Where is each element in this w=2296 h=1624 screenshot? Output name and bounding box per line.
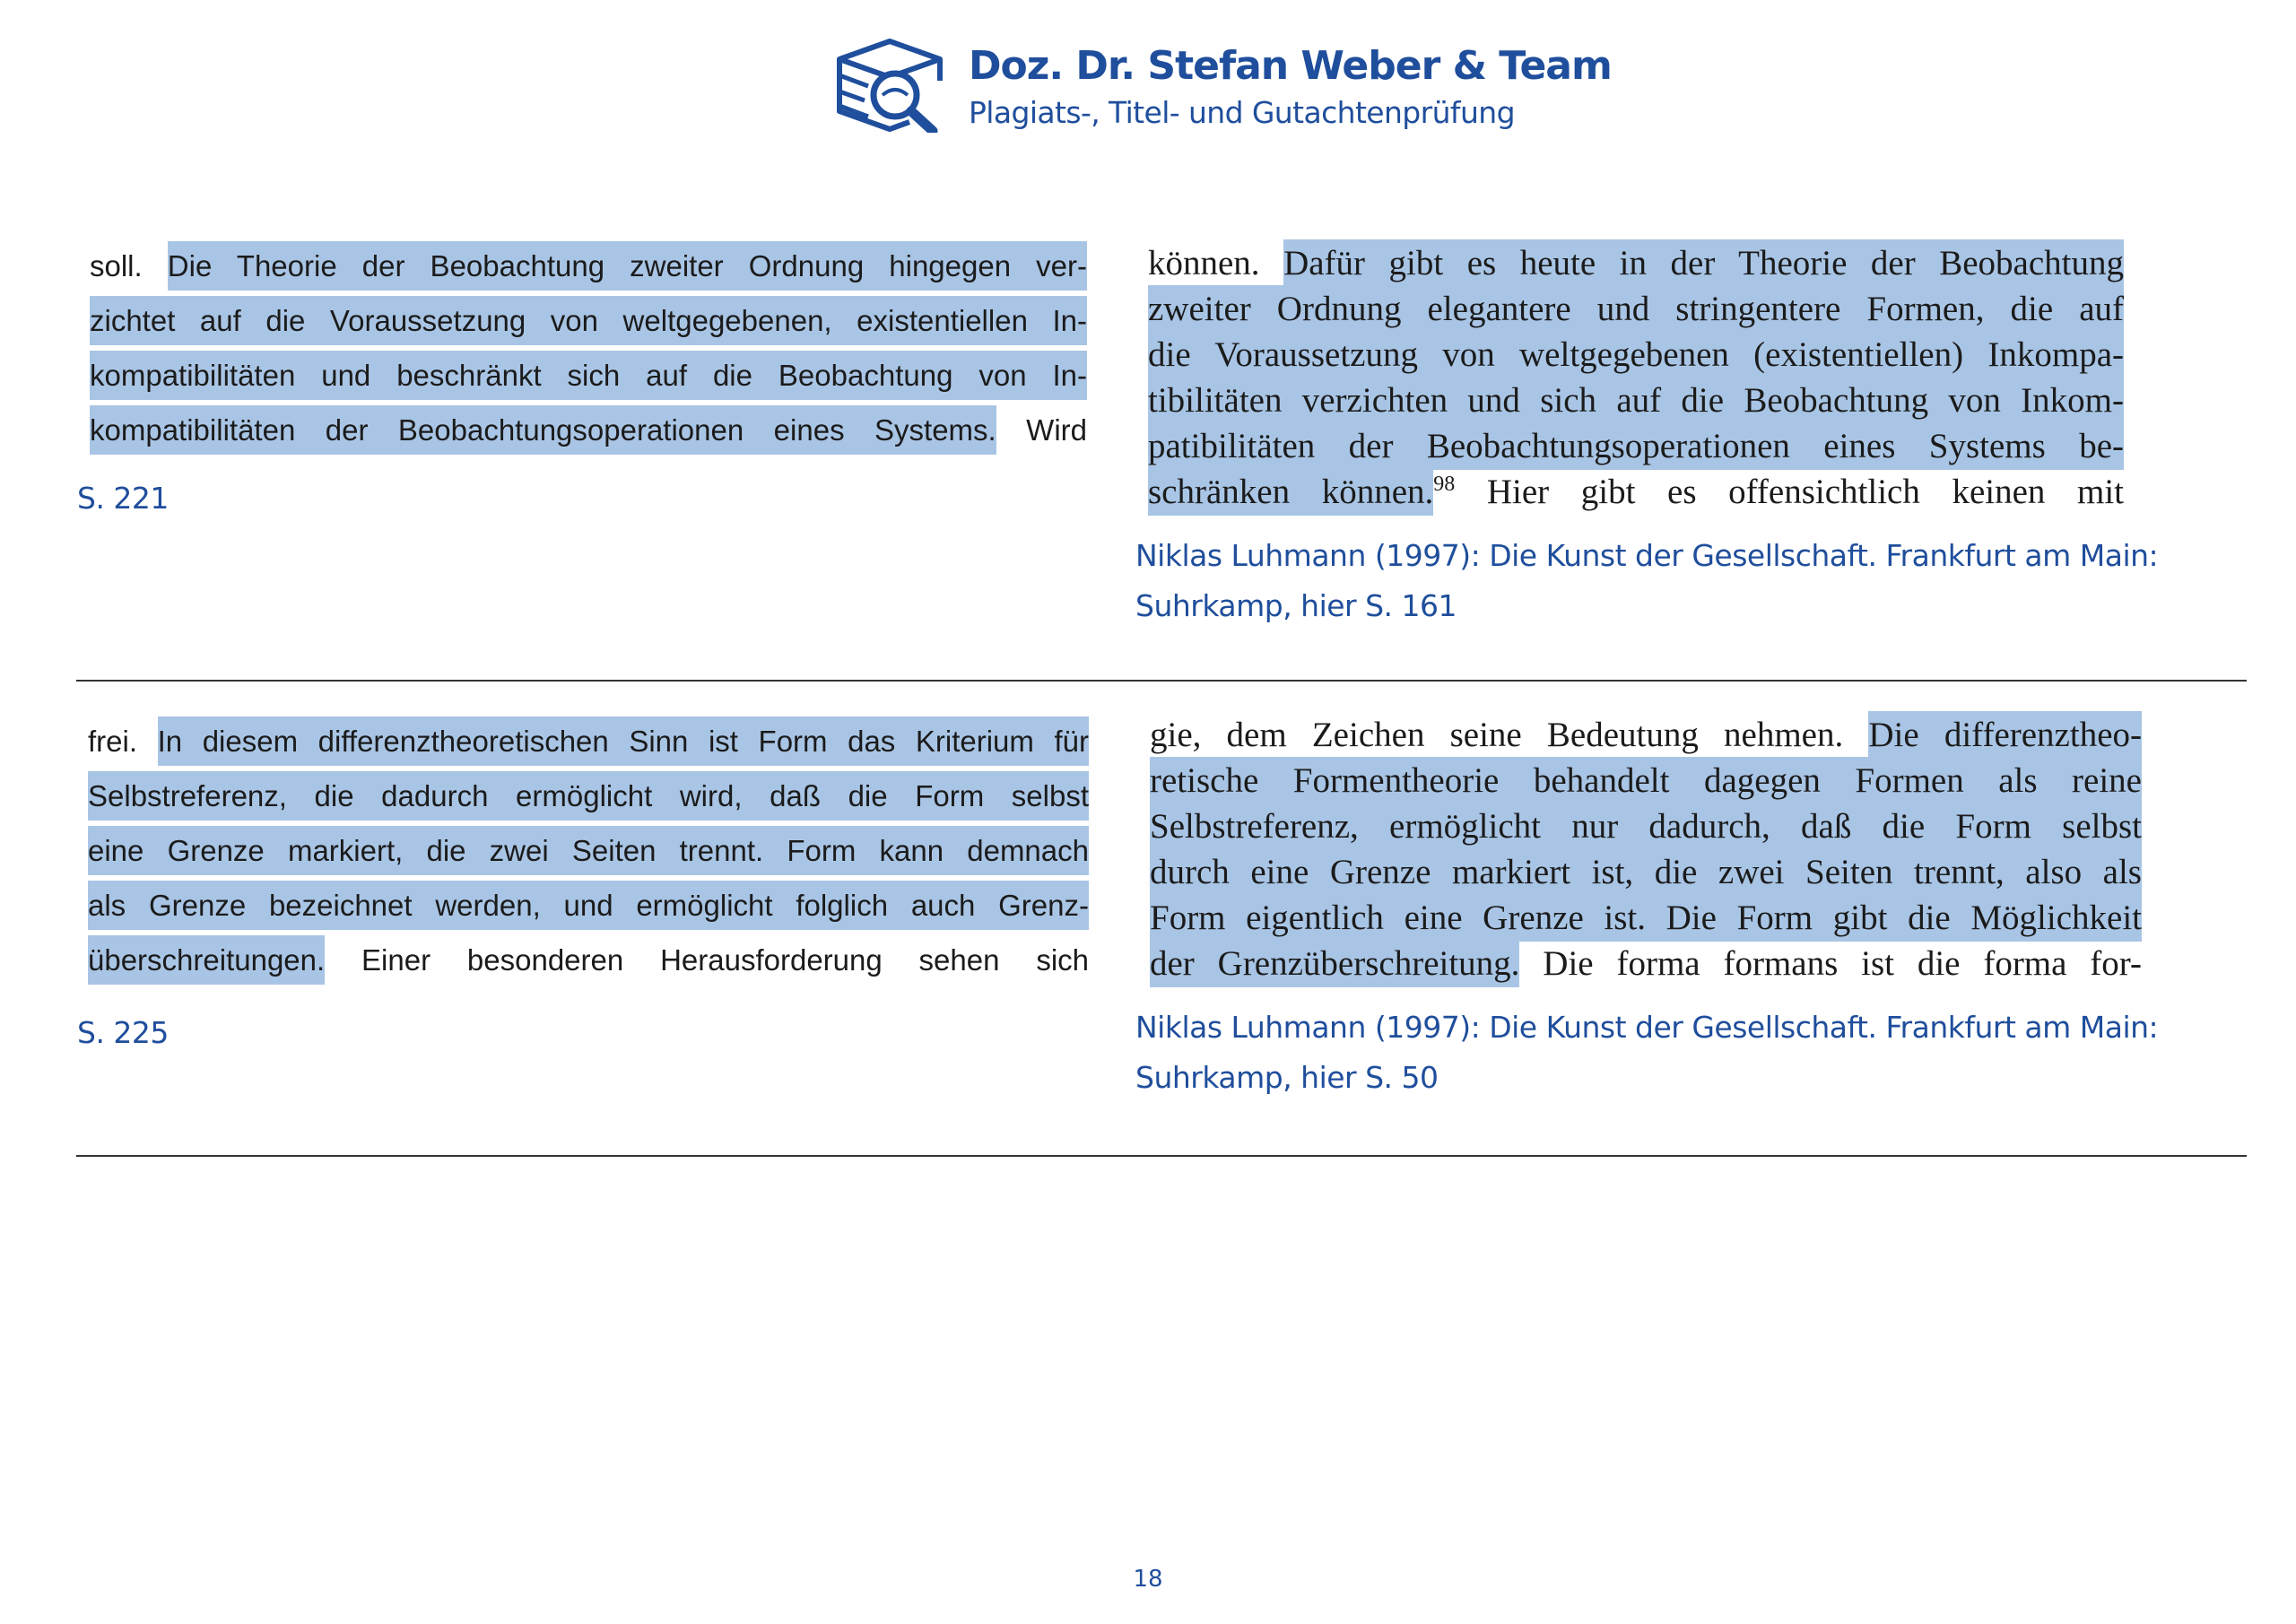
brand-subtitle: Plagiats-, Titel- und Gutachtenprüfung [969,95,1515,130]
source-page-label: S. 225 [77,1015,169,1050]
divider [76,1155,2247,1157]
excerpt-right-1: können. Dafür gibt es heute in der Theorie der Beobachtung zweiter Ordnung elegantere und stringentere Formen, die auf die Voraussetzung von weltgegebenen (existentiellen) Inkompa- tibilitäten verzichten und sich auf die Beobachtung von Inkom- patibilitäten der Beobachtungsoperationen eines Systems be- schränken können.$^{98}$ Hier gibt es offensichtlich keinen mit [1148,240,2124,515]
highlighted-text: kompatibilitäten und beschränkt sich auf die Beobachtung von In- [90,351,1087,400]
highlighted-text: zichtet auf die Voraussetzung von weltgegebenen, existentiellen In- [90,296,1087,345]
highlighted-text: der Grenzüberschreitung. [1150,940,1519,987]
highlighted-text: retische Formentheorie behandelt dagegen Formen als reine [1150,757,2142,804]
excerpt-left-1: soll. Die Theorie der Beobachtung zweiter Ordnung hingegen ver- zichtet auf die Voraussetzung von weltgegebenen, existentiellen In- kompatibilitäten und beschränkt sich auf die Beobachtung von In- kompatibilitäten der Beobachtungsoperationen eines Systems. Wird [90,239,1087,457]
highlighted-text: eine Grenze markiert, die zwei Seiten trennt. Form kann demnach [88,826,1089,875]
divider [76,680,2247,682]
highlighted-text: die Voraussetzung von weltgegebenen (existentiellen) Inkompa- [1148,331,2124,378]
highlighted-text: schränken können. [1148,468,1433,516]
highlighted-text: Die Theorie der Beobachtung zweiter Ordnung hingegen ver- [168,241,1087,291]
highlighted-text: Dafür gibt es heute in der Theorie der Beobachtung [1283,239,2124,287]
brand-title: Doz. Dr. Stefan Weber & Team [969,43,1612,89]
highlighted-text: Form eigentlich eine Grenze ist. Die Form gibt die Möglichkeit [1150,894,2142,942]
highlighted-text: als Grenze bezeichnet werden, und ermöglicht folglich auch Grenz- [88,881,1089,930]
highlighted-text: In diesem differenztheoretischen Sinn ist Form das Kriterium für [158,716,1089,766]
highlighted-text: Selbstreferenz, die dadurch ermöglicht wird, daß die Form selbst [88,771,1089,821]
page-header [0,36,2296,143]
source-citation: Niklas Luhmann (1997): Die Kunst der Gesellschaft. Frankfurt am Main: Suhrkamp, hier S. 50 [1135,1010,2159,1095]
page-number: 18 [1133,1566,1163,1593]
excerpt-left-2: frei. In diesem differenztheoretischen Sinn ist Form das Kriterium für Selbstreferenz, die dadurch ermöglicht wird, daß die Form selbst eine Grenze markiert, die zwei Seiten trennt. Form kann demnach als Grenze bezeichnet werden, und ermöglicht folglich auch Grenz- überschreitungen. Einer besonderen Herausforderung sehen sich [88,714,1089,987]
footnote-marker: 98 [1433,473,1456,496]
highlighted-text: Selbstreferenz, ermöglicht nur dadurch, daß die Form selbst [1150,803,2142,850]
source-citation: Niklas Luhmann (1997): Die Kunst der Gesellschaft. Frankfurt am Main: Suhrkamp, hier S. 161 [1135,538,2159,623]
highlighted-text: überschreitungen. [88,935,325,985]
highlighted-text: tibilitäten verzichten und sich auf die Beobachtung von Inkom- [1148,377,2124,424]
excerpt-right-2: gie, dem Zeichen seine Bedeutung nehmen. Die differenztheo- retische Formentheorie behandelt dagegen Formen als reine Selbstreferenz, ermöglicht nur dadurch, daß die Form selbst durch eine Grenze markiert ist, die zwei Seiten trennt, also als Form eigentlich eine Grenze ist. Die Form gibt die Möglichkeit der Grenzüberschreitung. Die forma formans ist die forma for- [1150,712,2142,986]
highlighted-text: zweiter Ordnung elegantere und stringentere Formen, die auf [1148,285,2124,333]
book-magnifier-logo-icon [832,36,945,133]
highlighted-text: patibilitäten der Beobachtungsoperationen eines Systems be- [1148,422,2124,470]
highlighted-text: Die differenztheo- [1868,711,2142,759]
source-page-label: S. 221 [77,481,169,516]
highlighted-text: durch eine Grenze markiert ist, die zwei Seiten trennt, also als [1150,848,2142,896]
highlighted-text: kompatibilitäten der Beobachtungsoperationen eines Systems. [90,405,996,455]
